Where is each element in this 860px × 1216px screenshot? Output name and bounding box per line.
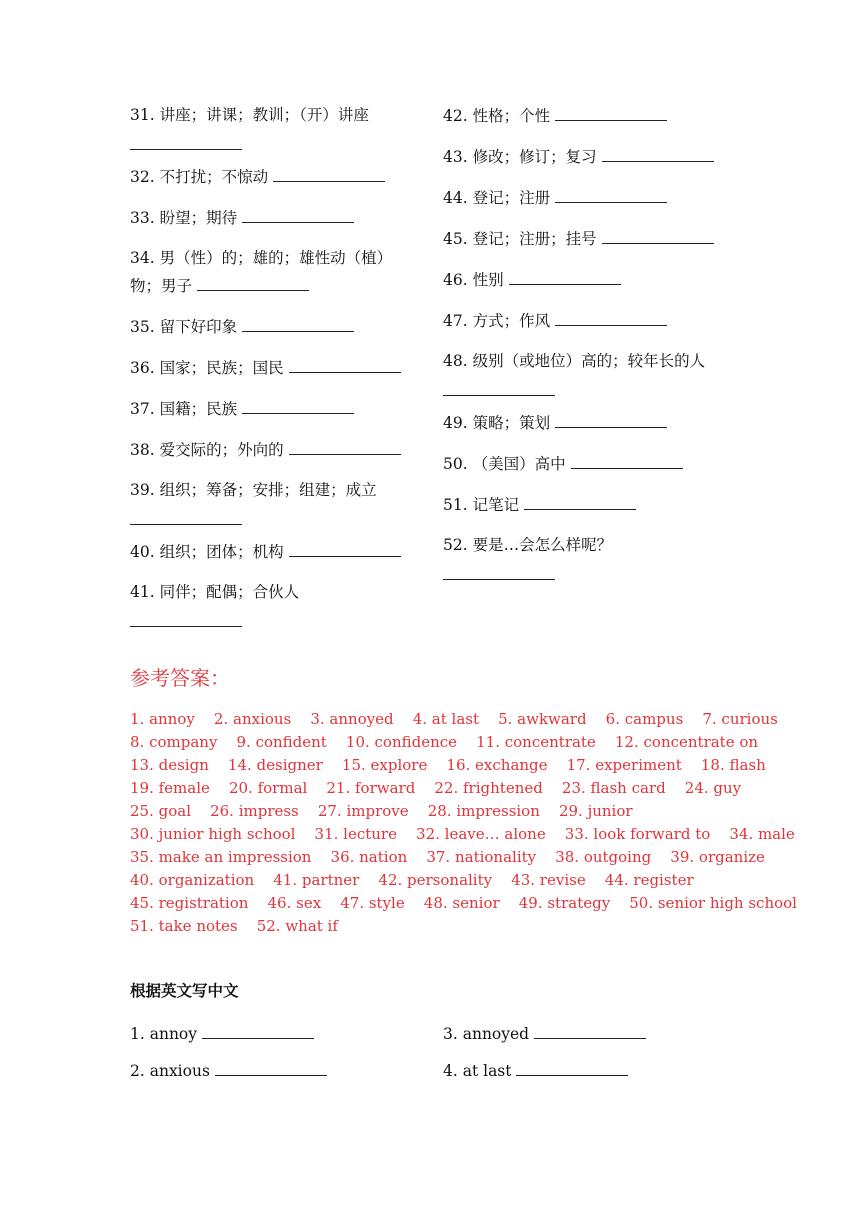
answer-blank[interactable] [289,538,401,557]
vocab-item [443,102,743,130]
answer-blank[interactable] [273,163,385,182]
answer-blank[interactable] [130,610,242,627]
vocab-item-label: 44. 登记；注册 [443,189,551,207]
answer-line: 13. design 14. designer 15. explore 16. exchange 17. experiment 18. flash [130,756,766,774]
vocab-item-label: 37. 国籍；民族 [130,400,238,418]
vocab-item-label: 50. （美国）高中 [443,455,566,473]
answer-blank[interactable] [289,436,401,455]
answer-blank[interactable] [242,313,354,332]
vocab-item [443,348,743,396]
en-item-label: 1. annoy [130,1025,198,1043]
answer-line: 30. junior high school 31. lecture 32. leave… alone 33. look forward to 34. male [130,825,795,843]
answer-line: 40. organization 41. partner 42. personality 43. revise 44. register [130,871,694,889]
answer-blank[interactable] [202,1022,314,1039]
answer-line: 51. take notes 52. what if [130,917,338,935]
vocab-item [443,409,743,437]
vocab-item-label: 35. 留下好印象 [130,318,238,336]
en-item [443,1059,628,1080]
vocab-item [130,102,420,150]
answer-blank[interactable] [197,272,309,291]
left-column [130,102,420,640]
answer-blank[interactable] [443,379,555,396]
answer-line: 8. company 9. confident 10. confidence 11. concentrate 12. concentrate on [130,733,759,751]
answer-blank[interactable] [516,1059,628,1076]
vocab-item-label: 45. 登记；注册；挂号 [443,230,597,248]
vocab-item-label: 46. 性别 [443,271,504,289]
vocab-item-label: 32. 不打扰；不惊动 [130,168,269,186]
answer-line: 1. annoy 2. anxious 3. annoyed 4. at last 5. awkward 6. campus 7. curious [130,710,778,728]
answer-blank[interactable] [242,204,354,223]
section-title: 根据英文写中文 [130,982,239,1000]
vocab-item [443,450,743,478]
vocab-item [130,436,420,464]
vocab-item [130,163,420,191]
en-item [130,1059,327,1080]
answer-blank[interactable] [555,102,667,121]
answer-blank[interactable] [571,450,683,469]
vocab-item [130,354,420,382]
vocab-item-label: 52. 要是…会怎么样呢？ [443,536,613,554]
vocab-item [443,307,743,335]
answer-line: 19. female 20. formal 21. forward 22. frightened 23. flash card 24. guy [130,779,742,797]
vocab-item [130,538,420,566]
vocab-item-label: 36. 国家；民族；国民 [130,359,284,377]
vocab-item-label: 31. 讲座；讲课；教训；（开）讲座 [130,106,369,124]
en-item [443,1022,646,1043]
vocab-item [443,266,743,294]
vocab-item [130,313,420,341]
vocab-item-label: 40. 组织；团体；机构 [130,543,284,561]
en-item [130,1022,314,1043]
vocab-item [443,184,743,212]
answer-blank[interactable] [602,225,714,244]
answer-blank[interactable] [242,395,354,414]
vocab-item [130,579,420,627]
vocab-item-label: 39. 组织；筹备；安排；组建；成立 [130,481,377,499]
answer-line: 25. goal 26. impress 27. improve 28. impression 29. junior [130,802,633,820]
vocab-item [443,225,743,253]
answer-blank[interactable] [534,1022,646,1039]
answer-blank[interactable] [524,491,636,510]
vocab-item-label: 41. 同伴；配偶；合伙人 [130,583,300,601]
vocab-item-label: 43. 修改；修订；复习 [443,148,597,166]
vocab-item-label: 47. 方式；作风 [443,312,551,330]
vocab-item-label: 51. 记笔记 [443,496,520,514]
answer-blank[interactable] [215,1059,327,1076]
answer-blank[interactable] [130,508,242,525]
vocab-item [443,491,743,519]
answer-blank[interactable] [602,143,714,162]
answer-blank[interactable] [289,354,401,373]
answer-blank[interactable] [555,184,667,203]
vocab-item-label: 33. 盼望；期待 [130,209,238,227]
answer-blank[interactable] [555,307,667,326]
en-item-label: 3. annoyed [443,1025,530,1043]
right-column [443,102,743,593]
vocab-item [130,204,420,232]
answer-blank[interactable] [509,266,621,285]
vocab-item [130,245,420,300]
answer-blank[interactable] [555,409,667,428]
en-item-label: 2. anxious [130,1062,210,1080]
en-item-label: 4. at last [443,1062,512,1080]
vocab-item-label: 42. 性格；个性 [443,107,551,125]
answer-key [130,708,797,938]
answer-line: 45. registration 46. sex 47. style 48. senior 49. strategy 50. senior high school [130,894,797,912]
vocab-item-label: 48. 级别（或地位）高的；较年长的人 [443,352,706,370]
answer-title: 参考答案： [130,666,230,690]
vocab-item-label: 38. 爱交际的；外向的 [130,441,284,459]
vocab-item-label: 34. 男（性）的；雄的；雄性动（植）物；男子 [130,249,393,295]
vocab-item [443,143,743,171]
answer-line: 35. make an impression 36. nation 37. nationality 38. outgoing 39. organize [130,848,765,866]
vocab-item-label: 49. 策略；策划 [443,414,551,432]
answer-blank[interactable] [443,563,555,580]
answer-blank[interactable] [130,133,242,150]
vocab-item [130,477,420,525]
vocab-item [130,395,420,423]
vocab-item [443,532,743,580]
